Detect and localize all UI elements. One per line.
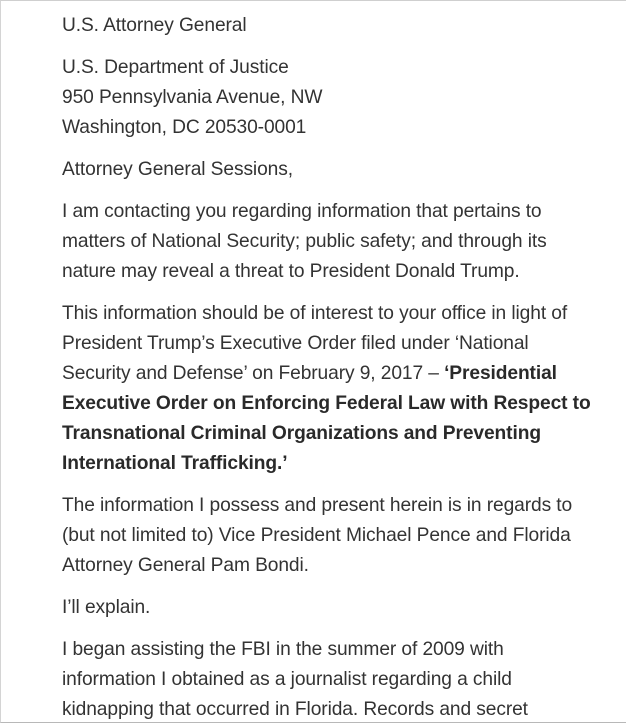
executive-order-title-line: Transnational Criminal Organizations and Preventing [62,423,541,444]
paragraph-line: (but not limited to) Vice President Michael Pence and Florida [62,525,571,546]
paragraph-4 [62,593,626,623]
executive-order-title-line: International Trafficking.’ [62,453,288,474]
paragraph-line: matters of National Security; public safety; and through its [62,231,547,252]
executive-order-title-line: Executive Order on Enforcing Federal Law with Respect to [62,393,591,414]
recipient-address [62,53,626,143]
paragraph-line: information I obtained as a journalist regarding a child [62,669,512,690]
paragraph-5 [62,635,626,723]
letter-body [62,11,626,723]
paragraph-line: Attorney General Pam Bondi. [62,555,309,576]
paragraph-line: kidnapping that occurred in Florida. Records and secret [62,699,528,720]
paragraph-1 [62,197,626,287]
paragraph-line: President Trump’s Executive Order filed under ‘National [62,333,529,354]
paragraph-line: This information should be of interest to your office in light of [62,303,568,324]
paragraph-3 [62,491,626,581]
address-line: Washington, DC 20530-0001 [62,117,307,138]
paragraph-line: nature may reveal a threat to President Donald Trump. [62,261,520,282]
greeting-text: Attorney General Sessions, [62,159,293,180]
recipient-title-text: U.S. Attorney General [62,15,247,36]
paragraph-line: I am contacting you regarding information that pertains to [62,201,542,222]
paragraph-2 [62,299,626,479]
recipient-title [62,11,626,41]
executive-order-title-start: ‘Presidential [444,363,557,384]
paragraph-text: Security and Defense’ on February 9, 2017 – [62,363,445,384]
paragraph-line: I began assisting the FBI in the summer of 2009 with [62,639,504,660]
paragraph-line-mixed [62,359,626,389]
address-line: U.S. Department of Justice [62,57,289,78]
address-line: 950 Pennsylvania Avenue, NW [62,87,323,108]
paragraph-line: I’ll explain. [62,597,151,618]
greeting [62,155,626,185]
paragraph-line: The information I possess and present herein is in regards to [62,495,573,516]
